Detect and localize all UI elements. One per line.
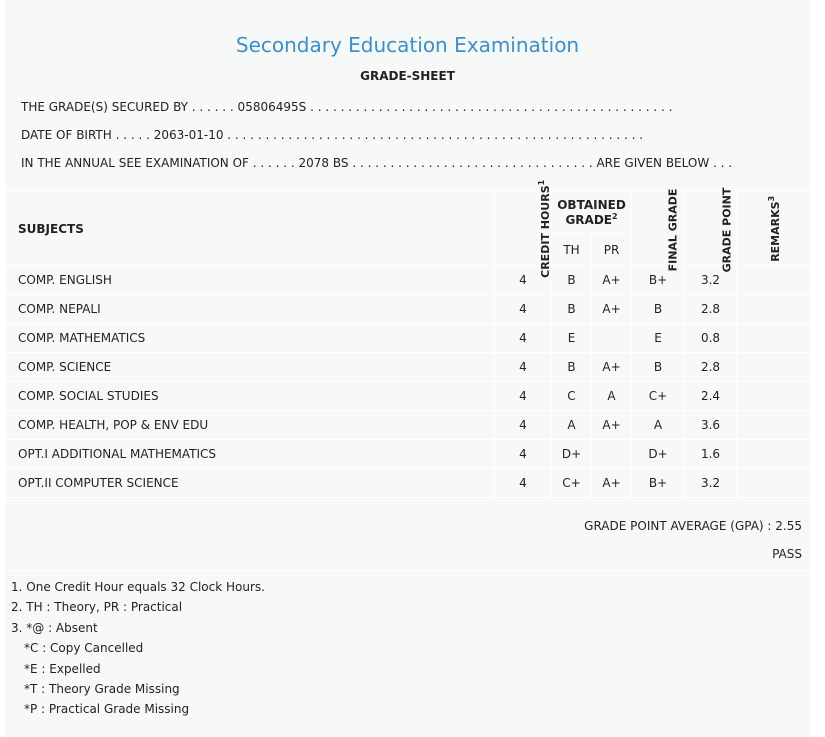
subject-cell: OPT.I ADDITIONAL MATHEMATICS bbox=[6, 440, 495, 469]
pr-grade-cell: A+ bbox=[592, 295, 632, 324]
grade-point-cell: 3.2 bbox=[685, 469, 737, 498]
th-grade-cell: C bbox=[552, 382, 592, 411]
subject-cell: OPT.II COMPUTER SCIENCE bbox=[6, 469, 495, 498]
pr-grade-cell: A+ bbox=[592, 411, 632, 440]
grade-point-cell: 2.4 bbox=[685, 382, 737, 411]
final-grade-cell: B+ bbox=[632, 469, 685, 498]
pr-grade-cell: A+ bbox=[592, 266, 632, 295]
grade-point-cell: 3.2 bbox=[685, 266, 737, 295]
page-title: Secondary Education Examination bbox=[235, 33, 580, 57]
final-grade-cell: E bbox=[632, 324, 685, 353]
table-row bbox=[6, 411, 811, 440]
grade-sheet bbox=[5, 0, 810, 737]
table-row bbox=[6, 353, 811, 382]
header-pr: PR bbox=[592, 234, 632, 266]
grade-point-cell: 1.6 bbox=[685, 440, 737, 469]
pr-grade-cell: A+ bbox=[592, 353, 632, 382]
remarks-cell bbox=[737, 324, 811, 353]
info-examination: IN THE ANNUAL SEE EXAMINATION OF . . . . . . 2078 BS . . . . . . . . . . . . . . . . . . . . . . . . . . . . . . . . ARE GIVEN BELOW . . . bbox=[21, 156, 733, 170]
th-grade-cell: A bbox=[552, 411, 592, 440]
remarks-cell bbox=[737, 469, 811, 498]
subject-cell: COMP. NEPALI bbox=[6, 295, 495, 324]
subject-cell: COMP. SCIENCE bbox=[6, 353, 495, 382]
result-status: PASS bbox=[772, 547, 802, 561]
credit-cell: 4 bbox=[495, 266, 552, 295]
divider bbox=[5, 189, 810, 190]
final-grade-cell: B bbox=[632, 353, 685, 382]
remarks-cell bbox=[737, 411, 811, 440]
table-row bbox=[6, 295, 811, 324]
th-grade-cell: D+ bbox=[552, 440, 592, 469]
header-th: TH bbox=[552, 234, 592, 266]
subject-cell: COMP. ENGLISH bbox=[6, 266, 495, 295]
note-item: *C : Copy Cancelled bbox=[24, 641, 144, 655]
th-grade-cell: C+ bbox=[552, 469, 592, 498]
header-final-grade: FINAL GRADE bbox=[632, 192, 685, 266]
table-row bbox=[6, 469, 811, 498]
remarks-cell bbox=[737, 382, 811, 411]
subject-cell: COMP. MATHEMATICS bbox=[6, 324, 495, 353]
remarks-cell bbox=[737, 440, 811, 469]
header-subjects: SUBJECTS bbox=[6, 192, 495, 266]
table-row bbox=[6, 324, 811, 353]
note-item: *T : Theory Grade Missing bbox=[24, 682, 180, 696]
table-row bbox=[6, 382, 811, 411]
divider bbox=[5, 500, 810, 501]
remarks-cell bbox=[737, 353, 811, 382]
page-subtitle: GRADE-SHEET bbox=[360, 69, 455, 83]
final-grade-cell: B+ bbox=[632, 266, 685, 295]
info-date-of-birth: DATE OF BIRTH . . . . . 2063-01-10 . . . . . . . . . . . . . . . . . . . . . . . . . . . . . . . . . . . . . . . . . . . . . . . . . . . . . . . bbox=[21, 128, 644, 142]
credit-cell: 4 bbox=[495, 353, 552, 382]
grade-point-cell: 0.8 bbox=[685, 324, 737, 353]
header-obtained-grade: OBTAINED GRADE$^2$ bbox=[552, 192, 632, 234]
credit-cell: 4 bbox=[495, 469, 552, 498]
header-credit-hours: CREDIT HOURS$^1$ bbox=[495, 192, 552, 266]
th-grade-cell: E bbox=[552, 324, 592, 353]
final-grade-cell: B bbox=[632, 295, 685, 324]
note-item: *P : Practical Grade Missing bbox=[24, 702, 190, 716]
header-grade-point: GRADE POINT bbox=[685, 192, 737, 266]
grades-table bbox=[5, 179, 811, 498]
th-grade-cell: B bbox=[552, 266, 592, 295]
note-item: 3. *@ : Absent bbox=[11, 621, 98, 635]
grade-point-cell: 2.8 bbox=[685, 295, 737, 324]
final-grade-cell: C+ bbox=[632, 382, 685, 411]
note-item: *E : Expelled bbox=[24, 662, 101, 676]
final-grade-cell: D+ bbox=[632, 440, 685, 469]
gpa-value: GRADE POINT AVERAGE (GPA) : 2.55 bbox=[584, 519, 802, 533]
pr-grade-cell: A bbox=[592, 382, 632, 411]
grade-point-cell: 3.6 bbox=[685, 411, 737, 440]
credit-cell: 4 bbox=[495, 324, 552, 353]
th-grade-cell: B bbox=[552, 353, 592, 382]
remarks-cell bbox=[737, 266, 811, 295]
remarks-cell bbox=[737, 295, 811, 324]
th-grade-cell: B bbox=[552, 295, 592, 324]
credit-cell: 4 bbox=[495, 440, 552, 469]
credit-cell: 4 bbox=[495, 382, 552, 411]
grade-point-cell: 2.8 bbox=[685, 353, 737, 382]
final-grade-cell: A bbox=[632, 411, 685, 440]
subject-cell: COMP. HEALTH, POP & ENV EDU bbox=[6, 411, 495, 440]
subject-cell: COMP. SOCIAL STUDIES bbox=[6, 382, 495, 411]
pr-grade-cell bbox=[592, 440, 632, 469]
divider bbox=[5, 570, 810, 571]
credit-cell: 4 bbox=[495, 411, 552, 440]
table-row bbox=[6, 440, 811, 469]
table-header-row bbox=[6, 192, 811, 234]
header-remarks: REMARKS$^3$ bbox=[737, 192, 811, 266]
note-item: 1. One Credit Hour equals 32 Clock Hours. bbox=[11, 580, 265, 594]
note-item: 2. TH : Theory, PR : Practical bbox=[11, 600, 183, 614]
info-secured-by: THE GRADE(S) SECURED BY . . . . . . 05806495S . . . . . . . . . . . . . . . . . . . . . . . . . . . . . . . . . . . . . . . . . . . . . . . . bbox=[21, 100, 673, 114]
pr-grade-cell bbox=[592, 324, 632, 353]
credit-cell: 4 bbox=[495, 295, 552, 324]
table-row bbox=[6, 266, 811, 295]
pr-grade-cell: A+ bbox=[592, 469, 632, 498]
